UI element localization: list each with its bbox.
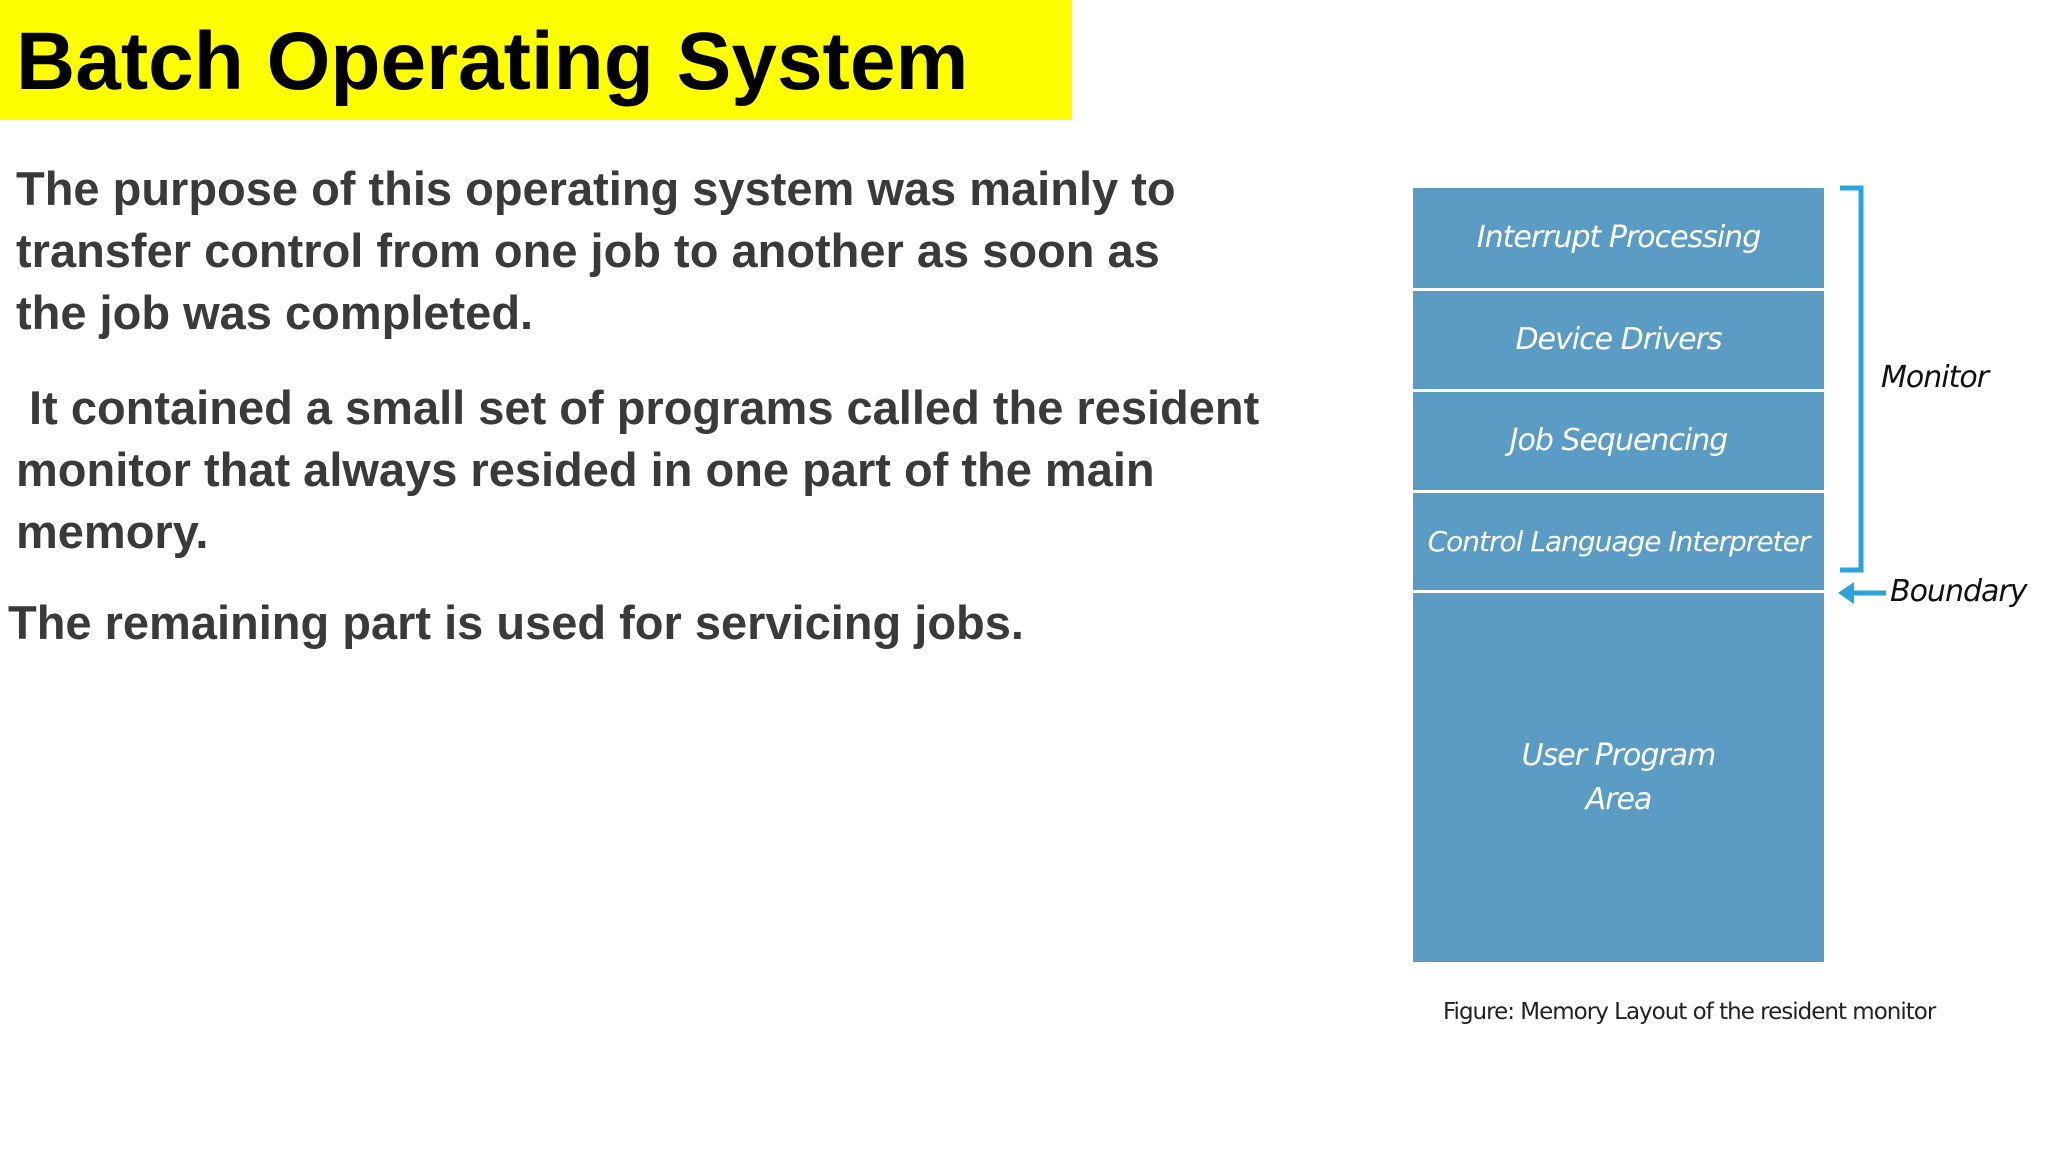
memory-block-label: Interrupt Processing — [1476, 220, 1761, 255]
slide-title: Batch Operating System — [16, 16, 969, 107]
memory-block-label: Device Drivers — [1515, 322, 1722, 357]
memory-block-control-language-interpreter — [1413, 493, 1824, 590]
paragraph-purpose — [16, 158, 1176, 344]
memory-block-label: User Program — [1521, 737, 1716, 773]
memory-block-label: Control Language Interpreter — [1427, 524, 1810, 558]
paragraph-line: The purpose of this operating system was mainly to — [16, 162, 1176, 215]
paragraph-line: transfer control from one job to another as soon as — [16, 224, 1160, 277]
paragraph-line: the job was completed. — [16, 286, 534, 339]
memory-block-job-sequencing — [1413, 392, 1824, 490]
memory-block-device-drivers — [1413, 291, 1824, 389]
memory-block-interrupt-processing — [1413, 188, 1824, 288]
memory-block-user-program-area — [1413, 593, 1824, 962]
paragraph-line: monitor that always resided in one part of the main — [16, 443, 1155, 496]
monitor-bracket — [1840, 188, 1861, 570]
left-arrow-icon — [1838, 582, 1886, 604]
title-banner — [0, 0, 1072, 120]
monitor-label: Monitor — [1881, 360, 1989, 395]
memory-block-label: Area — [1585, 781, 1652, 817]
boundary-label: Boundary — [1890, 574, 2027, 609]
memory-block-label: Job Sequencing — [1509, 423, 1728, 458]
paragraph-remaining-part — [8, 592, 1024, 654]
paragraph-line: The remaining part is used for servicing jobs. — [8, 596, 1024, 649]
paragraph-line: It contained a small set of programs called the resident — [16, 381, 1260, 434]
figure-caption: Figure: Memory Layout of the resident monitor — [1443, 999, 1936, 1025]
paragraph-resident-monitor — [16, 377, 1259, 563]
paragraph-line: memory. — [16, 505, 209, 558]
